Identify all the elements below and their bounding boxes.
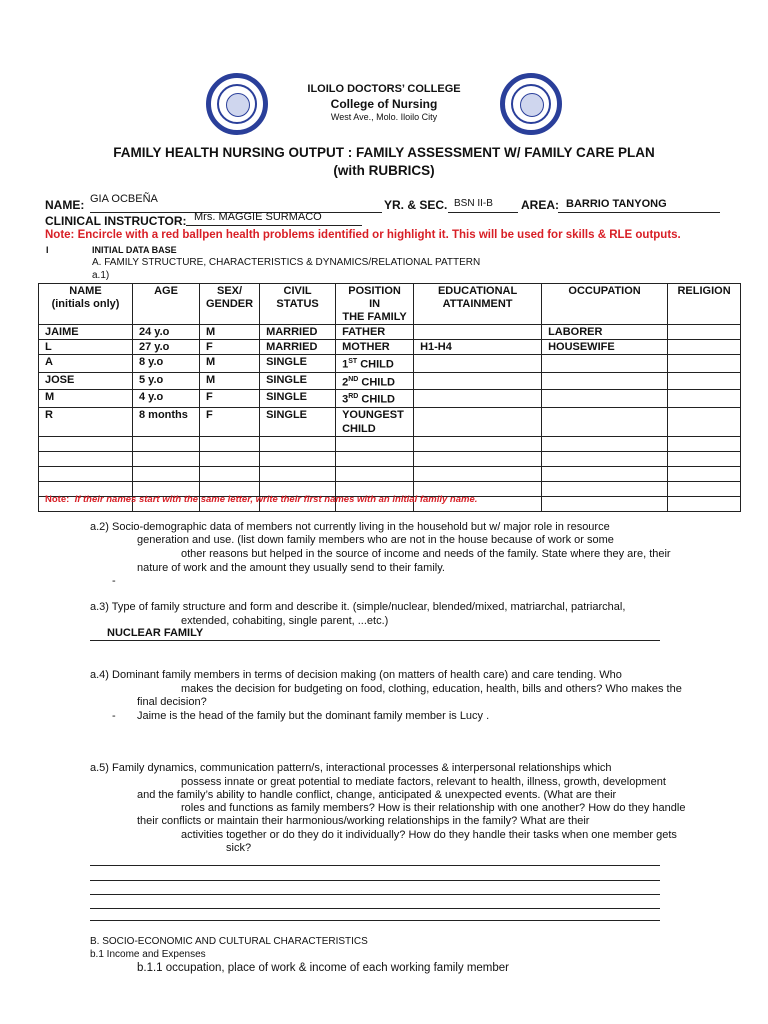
col-header-civil-status: CIVIL STATUS (260, 284, 336, 325)
table-cell (542, 496, 668, 511)
table-cell: JOSE (39, 372, 133, 390)
table-cell: MARRIED (260, 340, 336, 355)
area-field[interactable] (558, 197, 720, 213)
table-cell: A (39, 355, 133, 373)
a3-line1: a.3) Type of family structure and form and describe it. (simple/nuclear, blended/mixed, matriarchal, patriarchal, (90, 601, 626, 613)
yr-sec-label: YR. & SEC. (384, 198, 448, 212)
table-cell (668, 451, 741, 466)
a2-answer: - (112, 575, 116, 587)
a3-line2: extended, cohabiting, single parent, ...etc.) (181, 615, 389, 627)
table-row (39, 355, 741, 373)
table-cell: R (39, 407, 133, 436)
table-row (39, 340, 741, 355)
table-row (39, 325, 741, 340)
table-cell: L (39, 340, 133, 355)
table-cell (668, 407, 741, 436)
table-row (39, 390, 741, 408)
col-header-sex: SEX/ GENDER (200, 284, 260, 325)
area-value: BARRIO TANYONG (566, 198, 667, 210)
table-cell (200, 436, 260, 451)
table-cell: MOTHER (336, 340, 414, 355)
table-cell: 27 y.o (133, 340, 200, 355)
table-cell (668, 372, 741, 390)
table-cell: 1ST CHILD (336, 355, 414, 373)
a5-answer-line[interactable] (90, 920, 660, 921)
table-cell (542, 372, 668, 390)
table-row (39, 407, 741, 436)
table-cell: 24 y.o (133, 325, 200, 340)
table-cell (668, 436, 741, 451)
table-cell: 3RD CHILD (336, 390, 414, 408)
table-cell (39, 436, 133, 451)
family-table (38, 283, 741, 512)
table-cell: SINGLE (260, 355, 336, 373)
college-name: ILOILO DOCTORS’ COLLEGE (307, 83, 461, 95)
a4-answer: Jaime is the head of the family but the dominant family member is Lucy . (137, 710, 490, 722)
yr-sec-value: BSN II-B (454, 198, 493, 209)
table-cell: F (200, 390, 260, 408)
table-cell (39, 451, 133, 466)
table-cell (200, 466, 260, 481)
table-cell (414, 407, 542, 436)
table-cell: M (200, 372, 260, 390)
a5-line1: a.5) Family dynamics, communication pattern/s, interactional processes & interpersonal relationships which (90, 762, 612, 774)
table-row (39, 372, 741, 390)
table-cell: MARRIED (260, 325, 336, 340)
a5-answer-line[interactable] (90, 880, 660, 881)
table-cell (414, 325, 542, 340)
table-row (39, 466, 741, 481)
table-cell (668, 355, 741, 373)
table-cell (414, 451, 542, 466)
table-note-text: If their names start with the same letter, write their first names with an initial family name. (74, 494, 478, 505)
table-cell (260, 466, 336, 481)
a5-line4: roles and functions as family members? How is their relationship with one another? How do they handle (181, 802, 686, 814)
col-header-religion: RELIGION (668, 284, 741, 325)
b11-label: b.1.1 occupation, place of work & income of each working family member (137, 962, 510, 974)
table-row (39, 451, 741, 466)
yr-sec-field[interactable] (448, 197, 518, 213)
table-cell (133, 466, 200, 481)
table-cell: 5 y.o (133, 372, 200, 390)
table-cell: F (200, 407, 260, 436)
document-subtitle: (with RUBRICS) (333, 163, 435, 178)
table-cell (542, 451, 668, 466)
col-header-position: POSITION IN THE FAMILY (336, 284, 414, 325)
section-subheading: A. FAMILY STRUCTURE, CHARACTERISTICS & DYNAMICS/RELATIONAL PATTERN (92, 257, 481, 268)
table-cell: SINGLE (260, 372, 336, 390)
department-name: College of Nursing (330, 97, 438, 111)
a5-line6: activities together or do they do it individually? How do they handle their tasks when one member gets (181, 829, 677, 841)
table-header-row (39, 284, 741, 325)
name-label: NAME: (45, 198, 85, 212)
a2-line3: other reasons but helped in the source of income and needs of the family. State where they are, their (181, 548, 671, 560)
table-cell (668, 496, 741, 511)
table-cell: 4 y.o (133, 390, 200, 408)
college-address: West Ave., Molo. Iloilo City (330, 112, 438, 122)
table-cell (200, 451, 260, 466)
table-cell (668, 340, 741, 355)
table-cell (260, 436, 336, 451)
table-cell (133, 436, 200, 451)
a5-answer-line[interactable] (90, 908, 660, 909)
a2-line1: a.2) Socio-demographic data of members not currently living in the household but w/ major role in resource (90, 521, 610, 533)
a4-line2: makes the decision for budgeting on food, clothing, education, health, bills and others? Who makes the (181, 683, 682, 695)
a5-line5: their conflicts or maintain their harmonious/working relationships in the family? What are their (137, 815, 590, 827)
a5-answer-line[interactable] (90, 894, 660, 895)
instructor-field[interactable] (186, 211, 362, 226)
table-cell (336, 466, 414, 481)
table-cell (414, 466, 542, 481)
table-row (39, 436, 741, 451)
table-cell (542, 355, 668, 373)
table-cell: 2ND CHILD (336, 372, 414, 390)
a1-label: a.1) (92, 270, 110, 281)
table-cell: H1-H4 (414, 340, 542, 355)
area-label: AREA: (521, 198, 559, 212)
table-cell: 8 y.o (133, 355, 200, 373)
table-cell (336, 436, 414, 451)
table-cell (414, 355, 542, 373)
table-cell: SINGLE (260, 407, 336, 436)
table-cell: F (200, 340, 260, 355)
table-cell: M (200, 355, 260, 373)
section-numeral: I (46, 245, 49, 255)
section-b-heading: B. SOCIO-ECONOMIC AND CULTURAL CHARACTERISTICS (90, 936, 368, 947)
a5-answer-line[interactable] (90, 865, 660, 866)
table-cell (414, 436, 542, 451)
table-cell (668, 390, 741, 408)
table-cell (668, 466, 741, 481)
col-header-education: EDUCATIONAL ATTAINMENT (414, 284, 542, 325)
table-cell: JAIME (39, 325, 133, 340)
a3-answer: NUCLEAR FAMILY (107, 627, 204, 639)
table-cell (414, 390, 542, 408)
table-cell (336, 451, 414, 466)
table-cell (668, 325, 741, 340)
col-header-name: NAME (initials only) (39, 284, 133, 325)
section-heading: INITIAL DATA BASE (92, 245, 177, 255)
name-value: GIA OCBEÑA (90, 193, 158, 205)
table-cell (39, 466, 133, 481)
a5-line2: possess innate or great potential to mediate factors, relevant to health, illness, growth, development (181, 776, 666, 788)
table-cell (414, 372, 542, 390)
instructor-label: CLINICAL INSTRUCTOR: (45, 214, 187, 228)
table-cell: FATHER (336, 325, 414, 340)
table-cell (260, 451, 336, 466)
table-cell: M (200, 325, 260, 340)
a4-line3: final decision? (137, 696, 207, 708)
table-cell: YOUNGEST CHILD (336, 407, 414, 436)
a2-line4: nature of work and the amount they usually send to their family. (137, 562, 445, 574)
table-note (45, 494, 477, 505)
table-note-prefix: Note: (45, 494, 70, 505)
col-header-occupation: OCCUPATION (542, 284, 668, 325)
table-cell (542, 407, 668, 436)
table-cell: SINGLE (260, 390, 336, 408)
a4-dash: - (112, 710, 116, 722)
table-cell: HOUSEWIFE (542, 340, 668, 355)
table-cell: LABORER (542, 325, 668, 340)
table-cell (133, 451, 200, 466)
table-cell (542, 481, 668, 496)
table-cell: 8 months (133, 407, 200, 436)
table-cell (542, 466, 668, 481)
a5-line3: and the family’s ability to handle conflict, change, anticipated & unexpected events. (What are their (137, 789, 617, 801)
red-note: Note: Encircle with a red ballpen health problems identified or highlight it. This will be used for skills & RLE outputs. (45, 229, 681, 241)
table-cell (542, 390, 668, 408)
table-cell (668, 481, 741, 496)
instructor-value: Mrs. MAGGIE SURMACO (194, 211, 322, 223)
table-cell (542, 436, 668, 451)
a2-line2: generation and use. (list down family members who are not in the house because of work or some (137, 534, 614, 546)
table-cell: M (39, 390, 133, 408)
a5-line7: sick? (226, 842, 252, 854)
b1-label: b.1 Income and Expenses (90, 949, 206, 960)
col-header-age: AGE (133, 284, 200, 325)
document-title: FAMILY HEALTH NURSING OUTPUT : FAMILY ASSESSMENT W/ FAMILY CARE PLAN (113, 145, 655, 160)
a4-line1: a.4) Dominant family members in terms of decision making (on matters of health care) and care tending. Who (90, 669, 622, 681)
